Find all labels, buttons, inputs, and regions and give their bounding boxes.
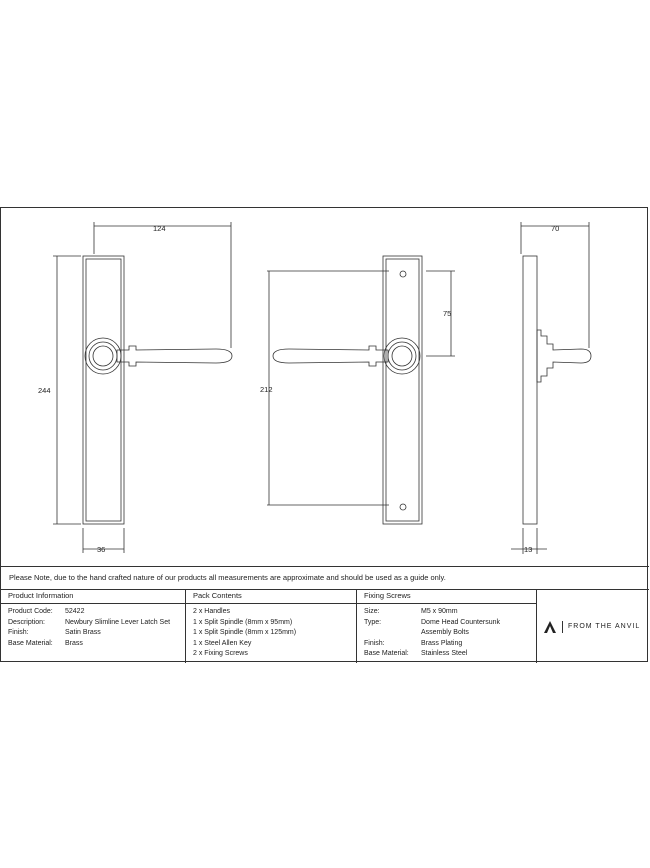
dim-front-width: 124 — [153, 224, 166, 233]
fixing-screws-panel — [357, 590, 537, 663]
info-row: Description: Newbury Slimline Lever Latch Set — [8, 618, 171, 626]
spec-sheet — [0, 207, 648, 662]
dim-back-height: 212 — [260, 385, 273, 394]
brand-separator — [562, 621, 563, 633]
pack-contents-heading: Pack Contents — [186, 590, 356, 604]
back-lever — [273, 346, 388, 366]
anvil-a-logo-icon — [543, 620, 557, 634]
product-information-panel — [1, 590, 186, 663]
pack-item: 1 x Split Spindle (8mm x 95mm) — [193, 618, 293, 626]
dim-side-thickness: 13 — [524, 545, 533, 554]
technical-drawing — [1, 208, 649, 566]
dim-front-height: 244 — [38, 386, 51, 395]
screw-row: Size: M5 x 90mm — [364, 608, 458, 615]
dim-back-offset: 75 — [443, 309, 452, 318]
back-backplate — [383, 256, 422, 524]
fixing-screws-heading: Fixing Screws — [357, 590, 536, 604]
pack-item: 2 x Handles — [193, 608, 230, 615]
front-rose — [85, 338, 121, 374]
pack-item: 2 x Fixing Screws — [193, 650, 248, 657]
screw-row: Type: Dome Head Countersunk — [364, 618, 500, 626]
info-row: Product Code: 52422 — [8, 608, 85, 615]
screw-row: Base Material: Stainless Steel — [364, 650, 468, 657]
info-table — [1, 590, 649, 663]
pack-item: 1 x Split Spindle (8mm x 125mm) — [193, 629, 297, 636]
brand-block — [537, 590, 649, 663]
info-row: Finish: Satin Brass — [8, 629, 101, 636]
back-rose — [384, 338, 420, 374]
dim-side-projection: 70 — [551, 224, 560, 233]
disclaimer-note: Please Note, due to the hand crafted nature of our products all measurements are approximate and should be used as a guide only. — [1, 566, 649, 590]
pack-item: 1 x Steel Allen Key — [193, 639, 252, 647]
side-lever — [537, 330, 591, 382]
product-information-heading: Product Information — [1, 590, 185, 604]
side-backplate — [523, 256, 537, 524]
screw-row: Assembly Bolts — [421, 629, 469, 636]
front-lever — [117, 346, 232, 366]
dim-plate-width: 36 — [97, 545, 106, 554]
screw-row: Finish: Brass Plating — [364, 639, 463, 647]
pack-contents-panel — [186, 590, 357, 663]
info-row: Base Material: Brass — [8, 639, 83, 647]
brand-name: FROM THE ANVIL — [568, 623, 641, 630]
front-backplate — [83, 256, 124, 524]
